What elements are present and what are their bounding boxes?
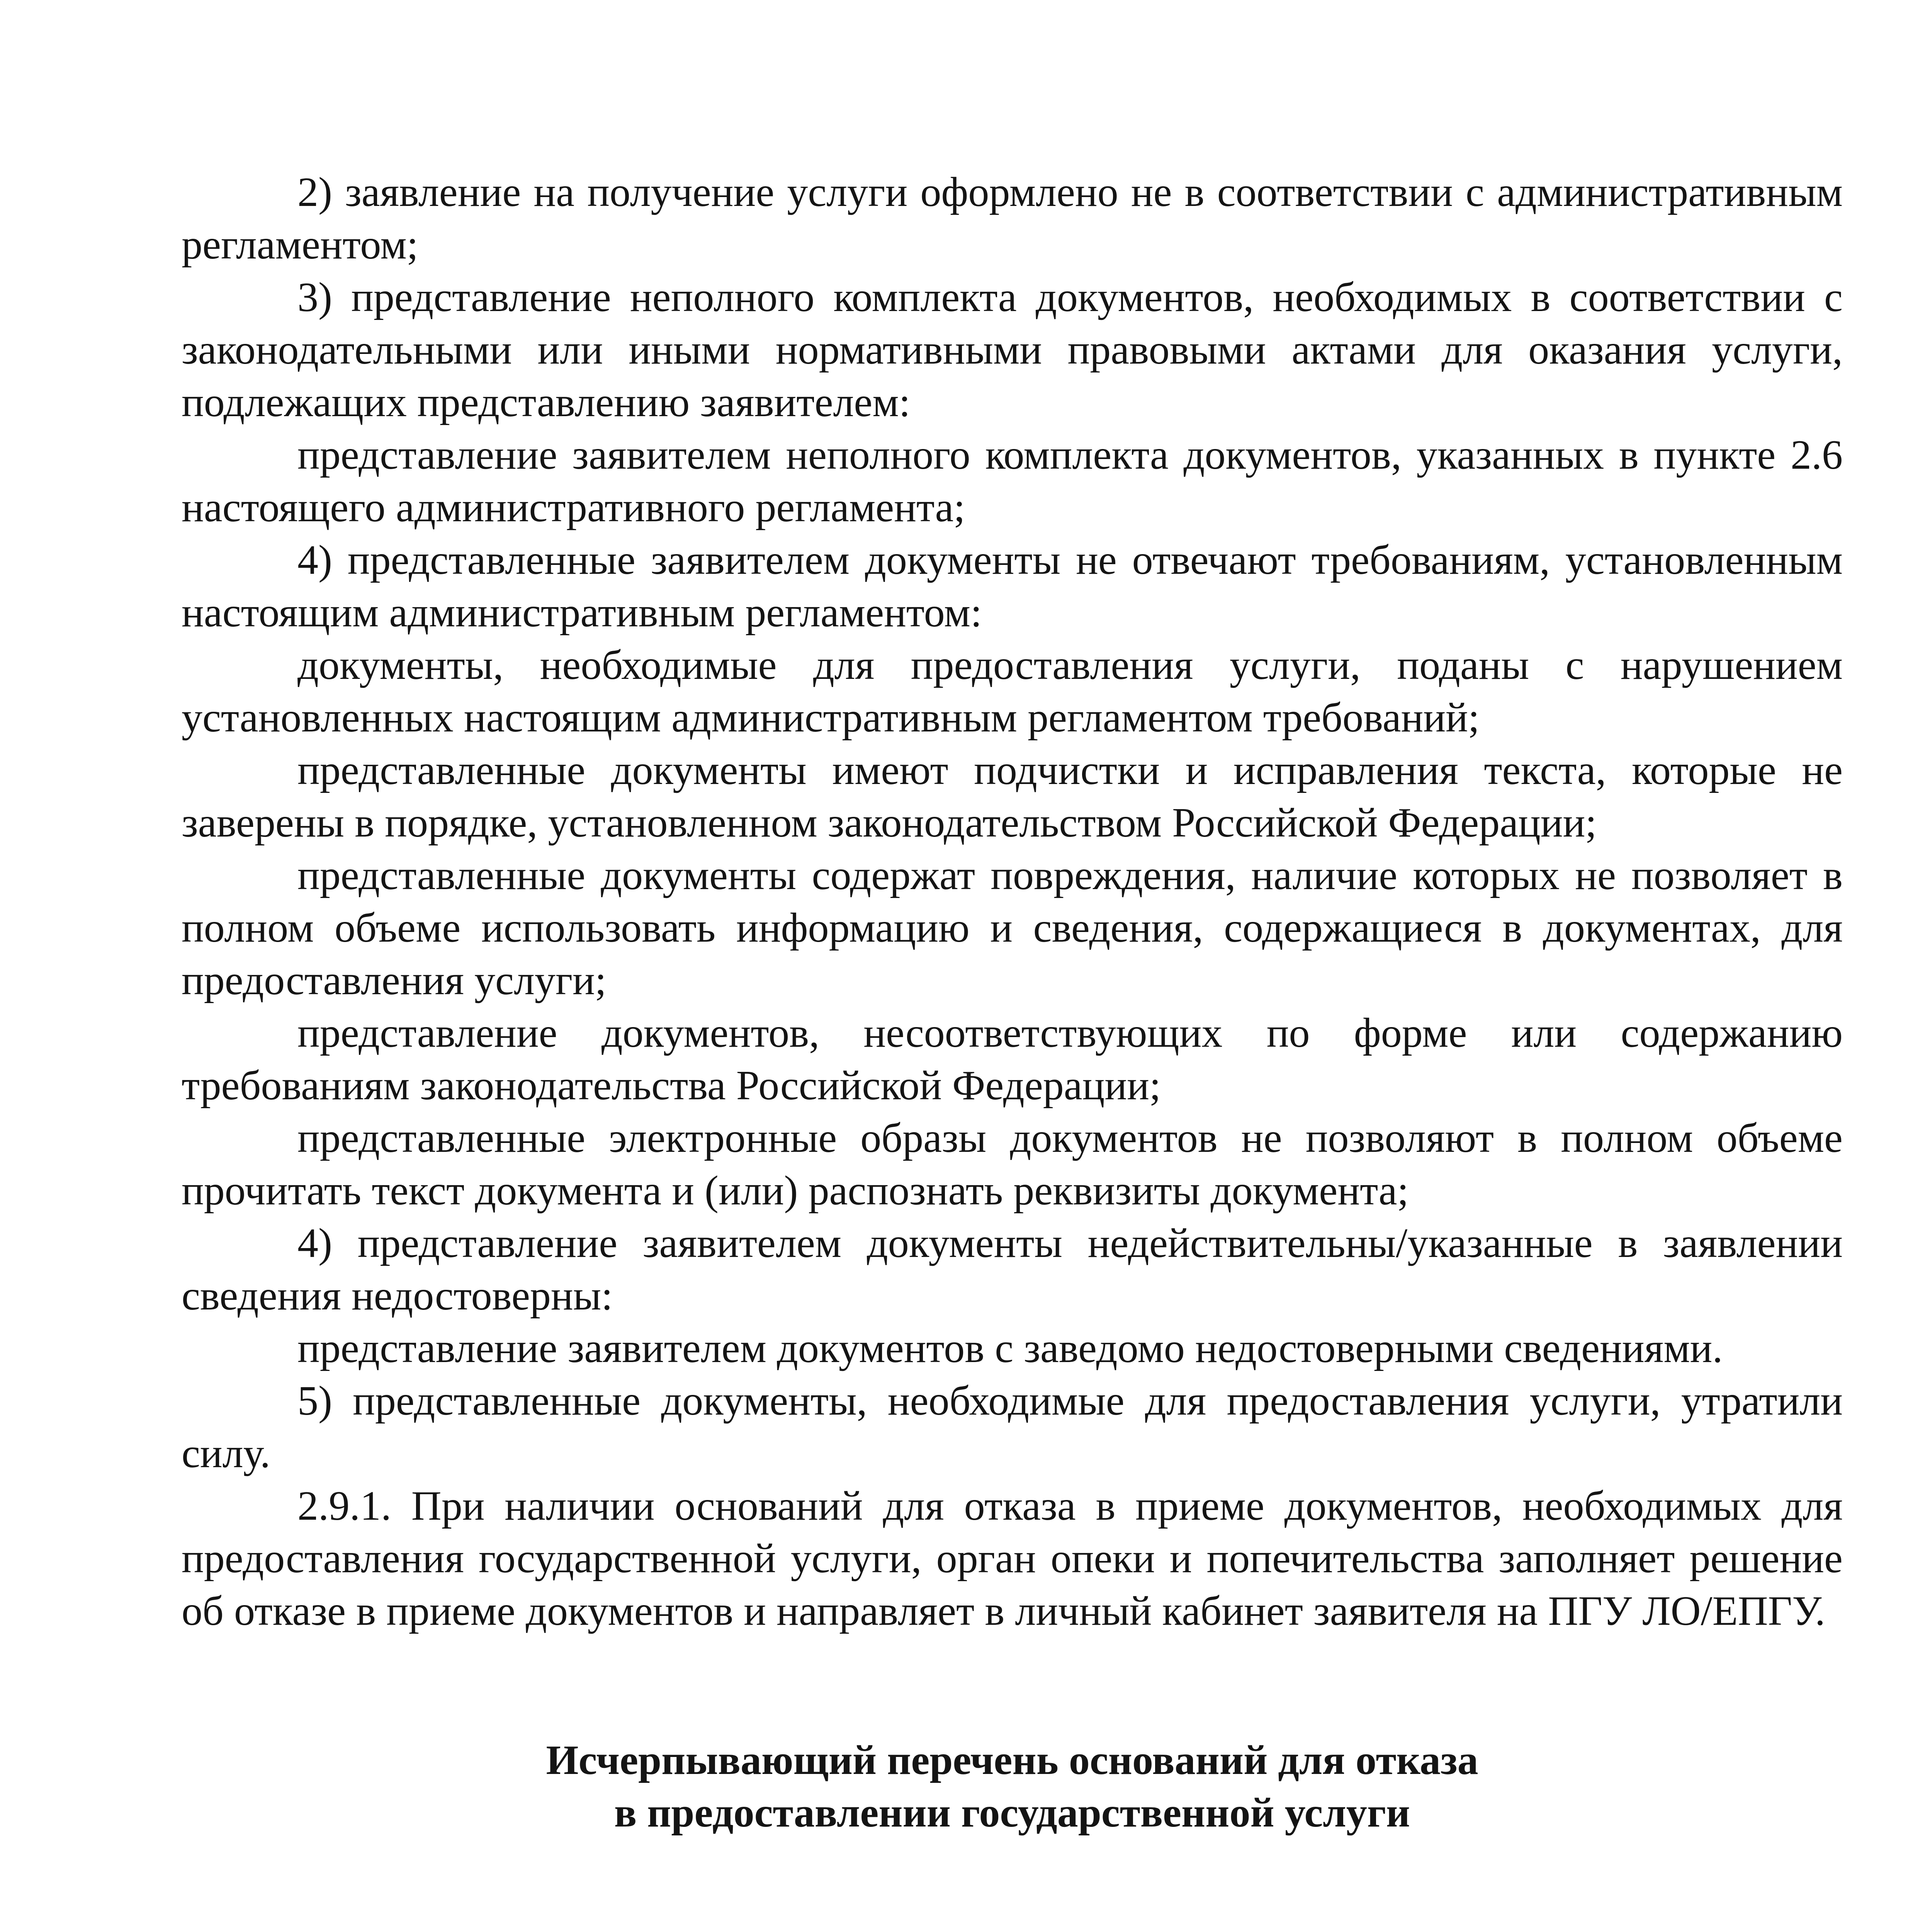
paragraph-violation: документы, необходимые для предоставления услуги, поданы с нарушением установленных настоящим административным регламентом требований; (182, 642, 1843, 741)
section-heading-line-1: Исчерпывающий перечень оснований для отказа (546, 1737, 1478, 1783)
paragraph-damage: представленные документы содержат повреждения, наличие которых не позволяет в полном объеме использовать информацию и сведения, содержащиеся в документах, для предоставления услуги; (182, 852, 1843, 1003)
paragraph-item-5: 5) представленные документы, необходимые для предоставления услуги, утратили силу. (182, 1378, 1843, 1476)
paragraph-2-9-1: 2.9.1. При наличии оснований для отказа в приеме документов, необходимых для предоставления государственной услуги, орган опеки и попечительства заполняет решение об отказе в приеме документов и направляет в личный кабинет заявителя на ПГУ ЛО/ЕПГУ. (182, 1483, 1843, 1634)
paragraph-item-4-invalid: 4) представление заявителем документы недействительны/указанные в заявлении сведения недостоверны: (182, 1220, 1843, 1319)
section-heading (182, 1734, 1843, 1839)
paragraph-item-2: 2) заявление на получение услуги оформлено не в соответствии с административным регламентом; (182, 169, 1843, 268)
paragraph-electronic-images: представленные электронные образы документов не позволяют в полном объеме прочитать текст документа и (или) распознать реквизиты документа; (182, 1115, 1843, 1214)
paragraph-item-4-requirements: 4) представленные заявителем документы не отвечают требованиям, установленным настоящим административным регламентом: (182, 537, 1843, 636)
paragraph-false-info: представление заявителем документов с заведомо недостоверными сведениями. (297, 1325, 1723, 1371)
paragraph-incomplete-set: представление заявителем неполного комплекта документов, указанных в пункте 2.6 настоящего административного регламента; (182, 432, 1843, 531)
section-heading-line-2: в предоставлении государственной услуги (614, 1790, 1410, 1836)
paragraph-item-3: 3) представление неполного комплекта документов, необходимых в соответствии с законодательными или иными нормативными правовыми актами для оказания услуги, подлежащих представлению заявителем: (182, 274, 1843, 425)
paragraph-nonconforming: представление документов, несоответствующих по форме или содержанию требованиям законодательства Российской Федерации; (182, 1010, 1843, 1109)
paragraph-corrections: представленные документы имеют подчистки и исправления текста, которые не заверены в порядке, установленном законодательством Российской Федерации; (182, 747, 1843, 846)
document-body (182, 166, 1843, 1932)
